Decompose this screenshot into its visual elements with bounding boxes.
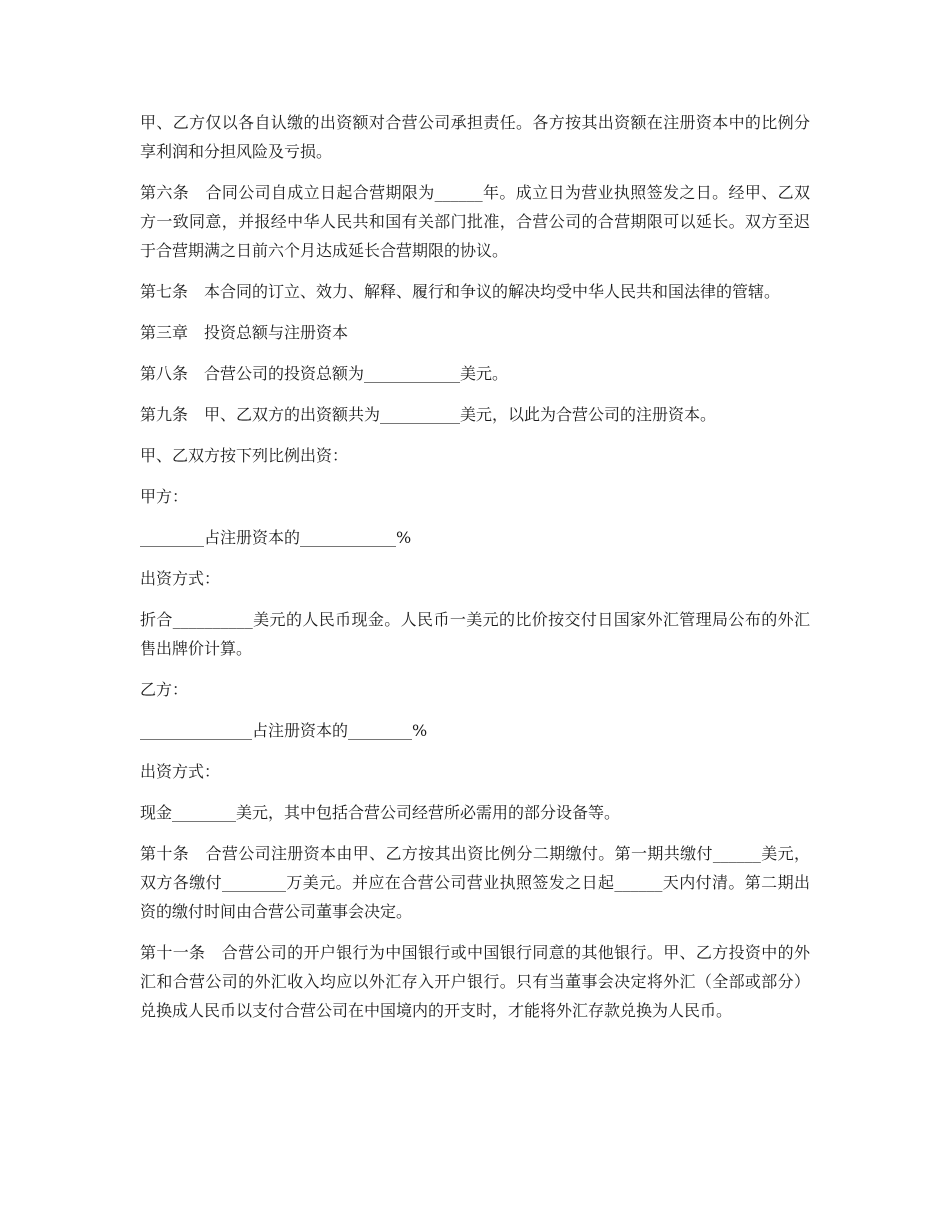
party-a-share: ________占注册资本的____________% (140, 528, 412, 547)
party-b-method: 现金________美元，其中包括合营公司经营所必需用的部分设备等。 (140, 803, 621, 822)
party-b-share: ______________占注册资本的________% (140, 721, 428, 740)
paragraph-article-8: 第八条 合营公司的投资总额为____________美元。 (140, 364, 509, 383)
paragraph-article-7: 第七条 本合同的订立、效力、解释、履行和争议的解决均受中华人民共和国法律的管辖。 (140, 282, 781, 301)
document-page (140, 108, 810, 1037)
paragraph-liability: 甲、乙方仅以各自认缴的出资额对合营公司承担责任。各方按其出资额在注册资本中的比例分享利润和分担风险及亏损。 (140, 113, 810, 161)
paragraph-article-9: 第九条 甲、乙双方的出资额共为__________美元，以此为合营公司的注册资本。 (140, 405, 717, 424)
paragraph-contribution-ratio: 甲、乙双方按下列比例出资： (140, 446, 349, 465)
party-b-method-label: 出资方式： (140, 762, 221, 781)
paragraph-article-6: 第六条 合同公司自成立日起合营期限为______年。成立日为营业执照签发之日。经甲、乙双方一致同意，并报经中华人民共和国有关部门批准，合营公司的合营期限可以延长。双方至迟于合营期满之日前六个月达成延长合营期限的协议。 (140, 183, 810, 260)
party-a-method-label: 出资方式： (140, 569, 221, 588)
party-a-label: 甲方： (140, 487, 189, 506)
party-a-method: 折合__________美元的人民币现金。人民币一美元的比价按交付日国家外汇管理局公布的外汇售出牌价计算。 (140, 610, 810, 658)
chapter-3-heading: 第三章 投资总额与注册资本 (140, 323, 349, 342)
paragraph-article-11: 第十一条 合营公司的开户银行为中国银行或中国银行同意的其他银行。甲、乙方投资中的外汇和合营公司的外汇收入均应以外汇存入开户银行。只有当董事会决定将外汇（全部或部分）兑换成人民币以支付合营公司在中国境内的开支时，才能将外汇存款兑换为人民币。 (140, 943, 810, 1020)
party-b-label: 乙方： (140, 680, 189, 699)
paragraph-article-10: 第十条 合营公司注册资本由甲、乙方按其出资比例分二期缴付。第一期共缴付______美元，双方各缴付________万美元。并应在合营公司营业执照签发之日起______天内付清。第二期出资的缴付时间由合营公司董事会决定。 (140, 844, 810, 921)
